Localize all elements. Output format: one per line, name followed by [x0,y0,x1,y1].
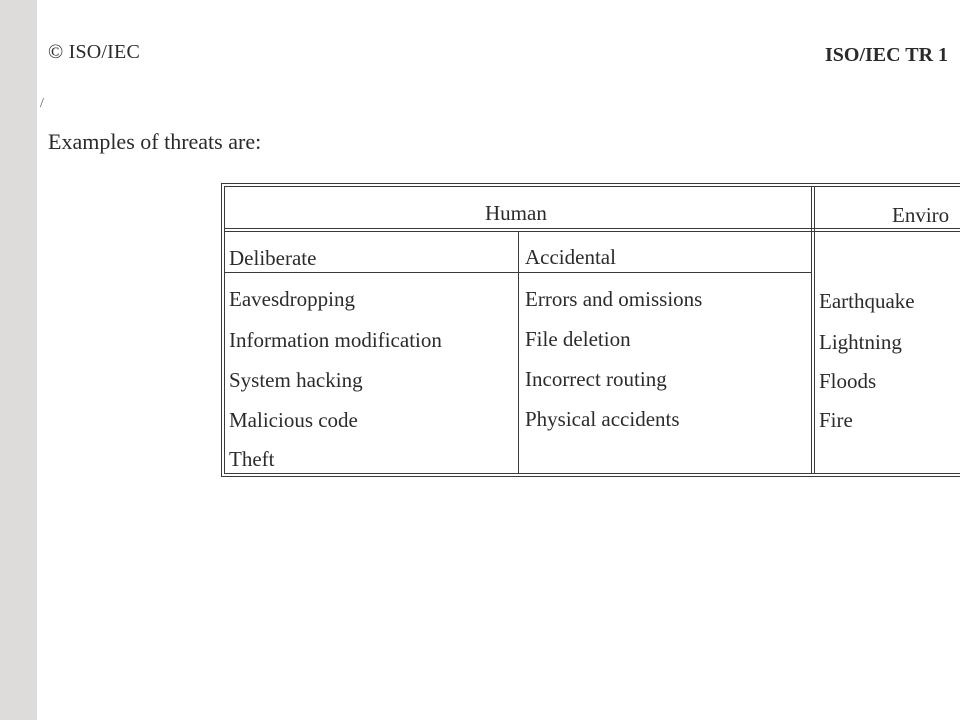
environmental-item: Earthquake [819,289,915,313]
group-divider-a [811,186,812,474]
accidental-item: Incorrect routing [525,367,667,391]
subheader-divider [224,272,812,273]
group-header-divider-b [224,231,960,232]
subheader-accidental: Accidental [525,245,616,269]
stray-mark: / [40,96,44,111]
table-border-top-inner [224,186,960,187]
environmental-item: Lightning [819,330,902,354]
deliberate-item: Malicious code [229,408,358,432]
group-header-environmental: Enviro [892,203,950,227]
group-header-human: Human [485,201,547,225]
table-border-top-outer [221,183,960,184]
environmental-item: Floods [819,369,877,393]
deliberate-item: Eavesdropping [229,287,355,311]
subcolumn-divider [518,231,519,474]
copyright-header: © ISO/IEC [48,41,140,63]
table-border-bottom-inner [224,473,960,474]
deliberate-item: System hacking [229,368,363,392]
accidental-item: Errors and omissions [525,287,703,311]
table-border-bottom-outer [221,476,960,477]
accidental-item: File deletion [525,327,631,351]
table-border-left-outer [221,183,222,477]
document-id-header: ISO/IEC TR 1 [825,44,949,66]
environmental-item: Fire [819,408,853,432]
deliberate-item: Information modification [229,328,442,352]
subheader-deliberate: Deliberate [229,246,317,270]
table-border-left-inner [224,186,225,474]
accidental-item: Physical accidents [525,407,680,431]
deliberate-item: Theft [229,447,275,471]
group-header-divider-a [224,228,960,229]
group-divider-b [814,186,815,474]
intro-text: Examples of threats are: [48,129,262,154]
